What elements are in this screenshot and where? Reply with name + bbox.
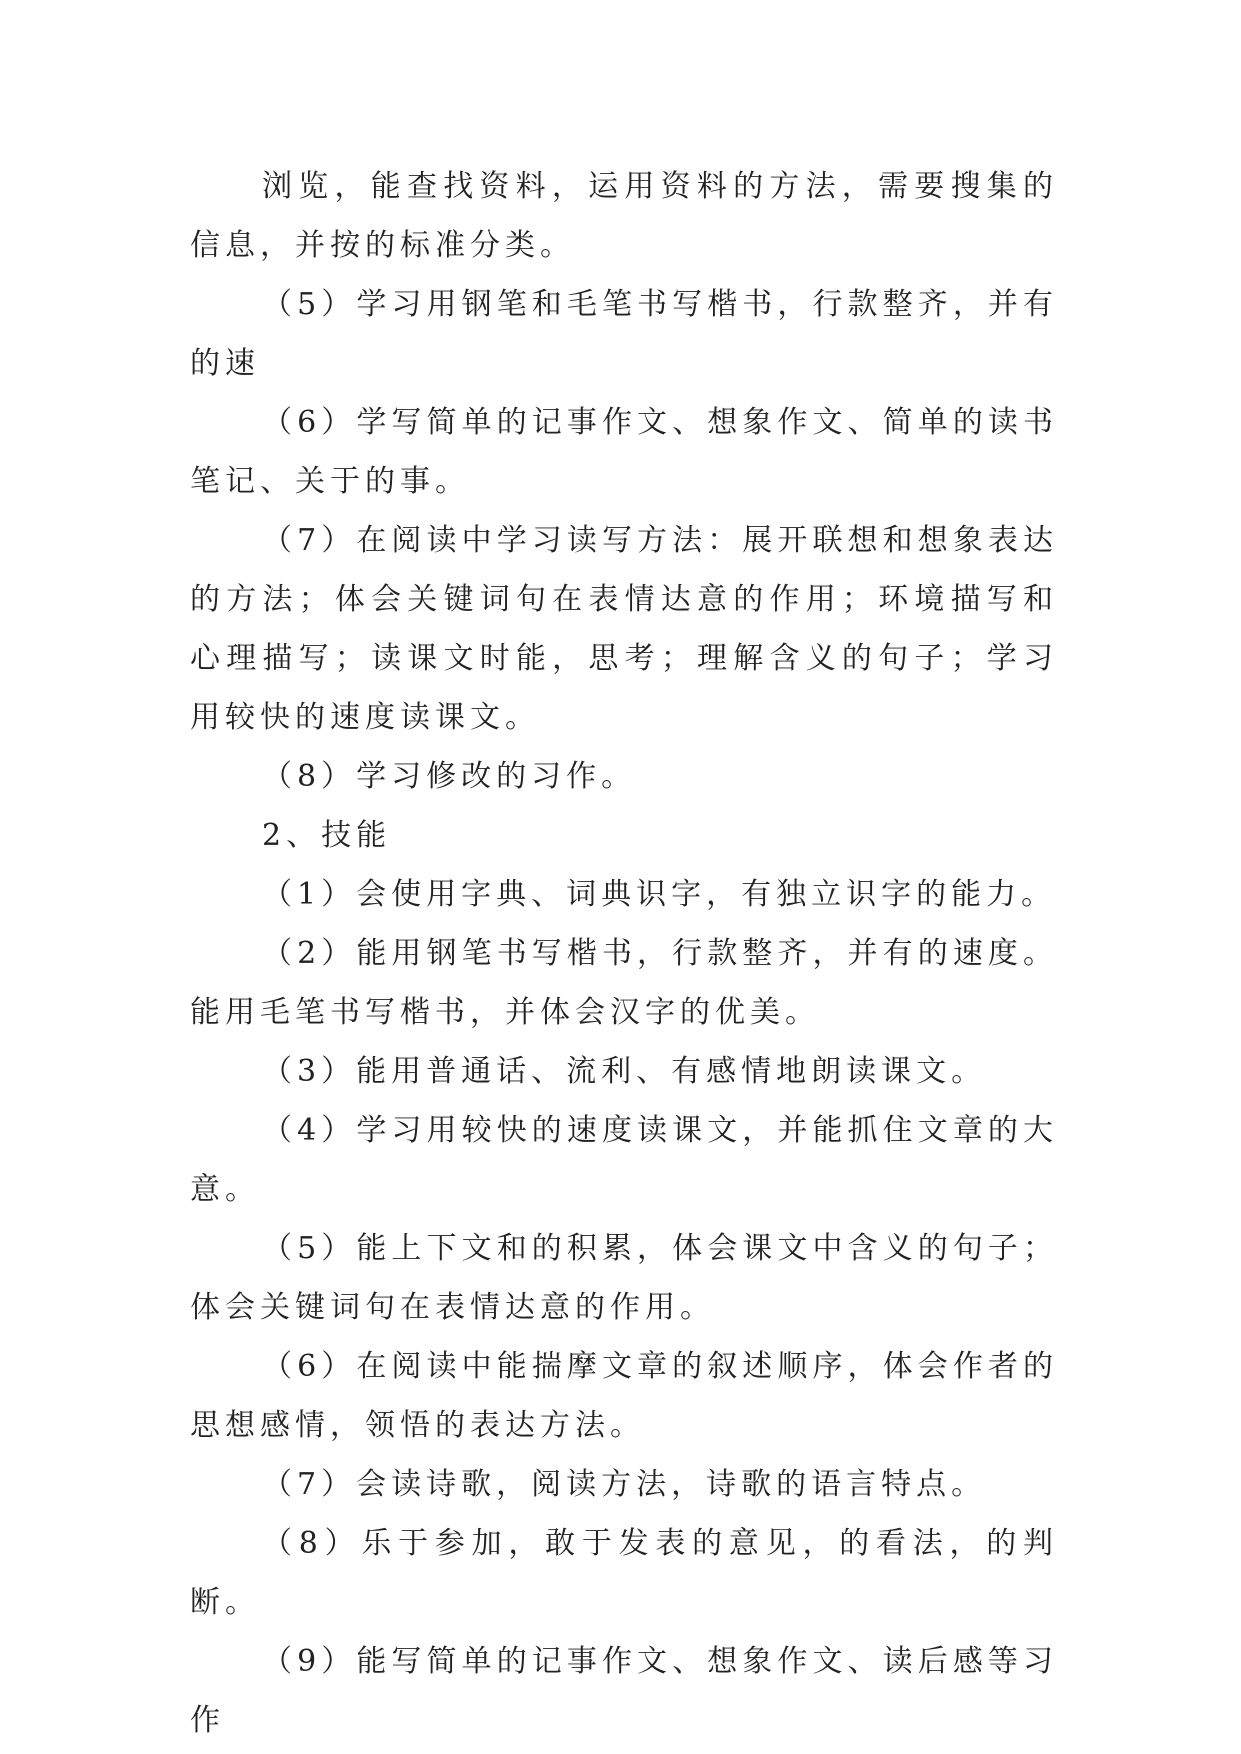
paragraph-9: （3）能用普通话、流利、有感情地朗读课文。 xyxy=(262,1054,987,1089)
paragraph-7: （1）会使用字典、词典识字，有独立识字的能力。 xyxy=(262,877,1057,912)
document-body xyxy=(190,157,1058,1750)
paragraph-8: （2）能用钢笔书写楷书，行款整齐，并有的速度。能用毛笔书写楷书，并体会汉字的优美。 xyxy=(190,936,1058,1030)
paragraph-3: （6）学写简单的记事作文、想象作文、简单的读书笔记、关于的事。 xyxy=(190,405,1058,499)
paragraph-2: （5）学习用钢笔和毛笔书写楷书，行款整齐，并有的速 xyxy=(190,287,1058,381)
paragraph-15: （9）能写简单的记事作文、想象作文、读后感等习作 xyxy=(190,1644,1058,1738)
paragraph-13: （7）会读诗歌，阅读方法，诗歌的语言特点。 xyxy=(262,1467,987,1502)
paragraph-12: （6）在阅读中能揣摩文章的叙述顺序，体会作者的思想感情，领悟的表达方法。 xyxy=(190,1349,1058,1443)
paragraph-11: （5）能上下文和的积累，体会课文中含义的句子；体会关键词句在表情达意的作用。 xyxy=(190,1231,1058,1325)
section-heading-skills: 2、技能 xyxy=(262,818,392,853)
paragraph-5: （8）学习修改的习作。 xyxy=(262,759,637,794)
paragraph-4: （7）在阅读中学习读写方法：展开联想和想象表达的方法；体会关键词句在表情达意的作用；环境描写和心理描写；读课文时能，思考；理解含义的句子；学习用较快的速度读课文。 xyxy=(190,523,1058,735)
paragraph-14: （8）乐于参加，敢于发表的意见，的看法，的判断。 xyxy=(190,1526,1058,1620)
paragraph-10: （4）学习用较快的速度读课文，并能抓住文章的大意。 xyxy=(190,1113,1058,1207)
paragraph-1: 浏览，能查找资料，运用资料的方法，需要搜集的信息，并按的标准分类。 xyxy=(190,169,1058,263)
